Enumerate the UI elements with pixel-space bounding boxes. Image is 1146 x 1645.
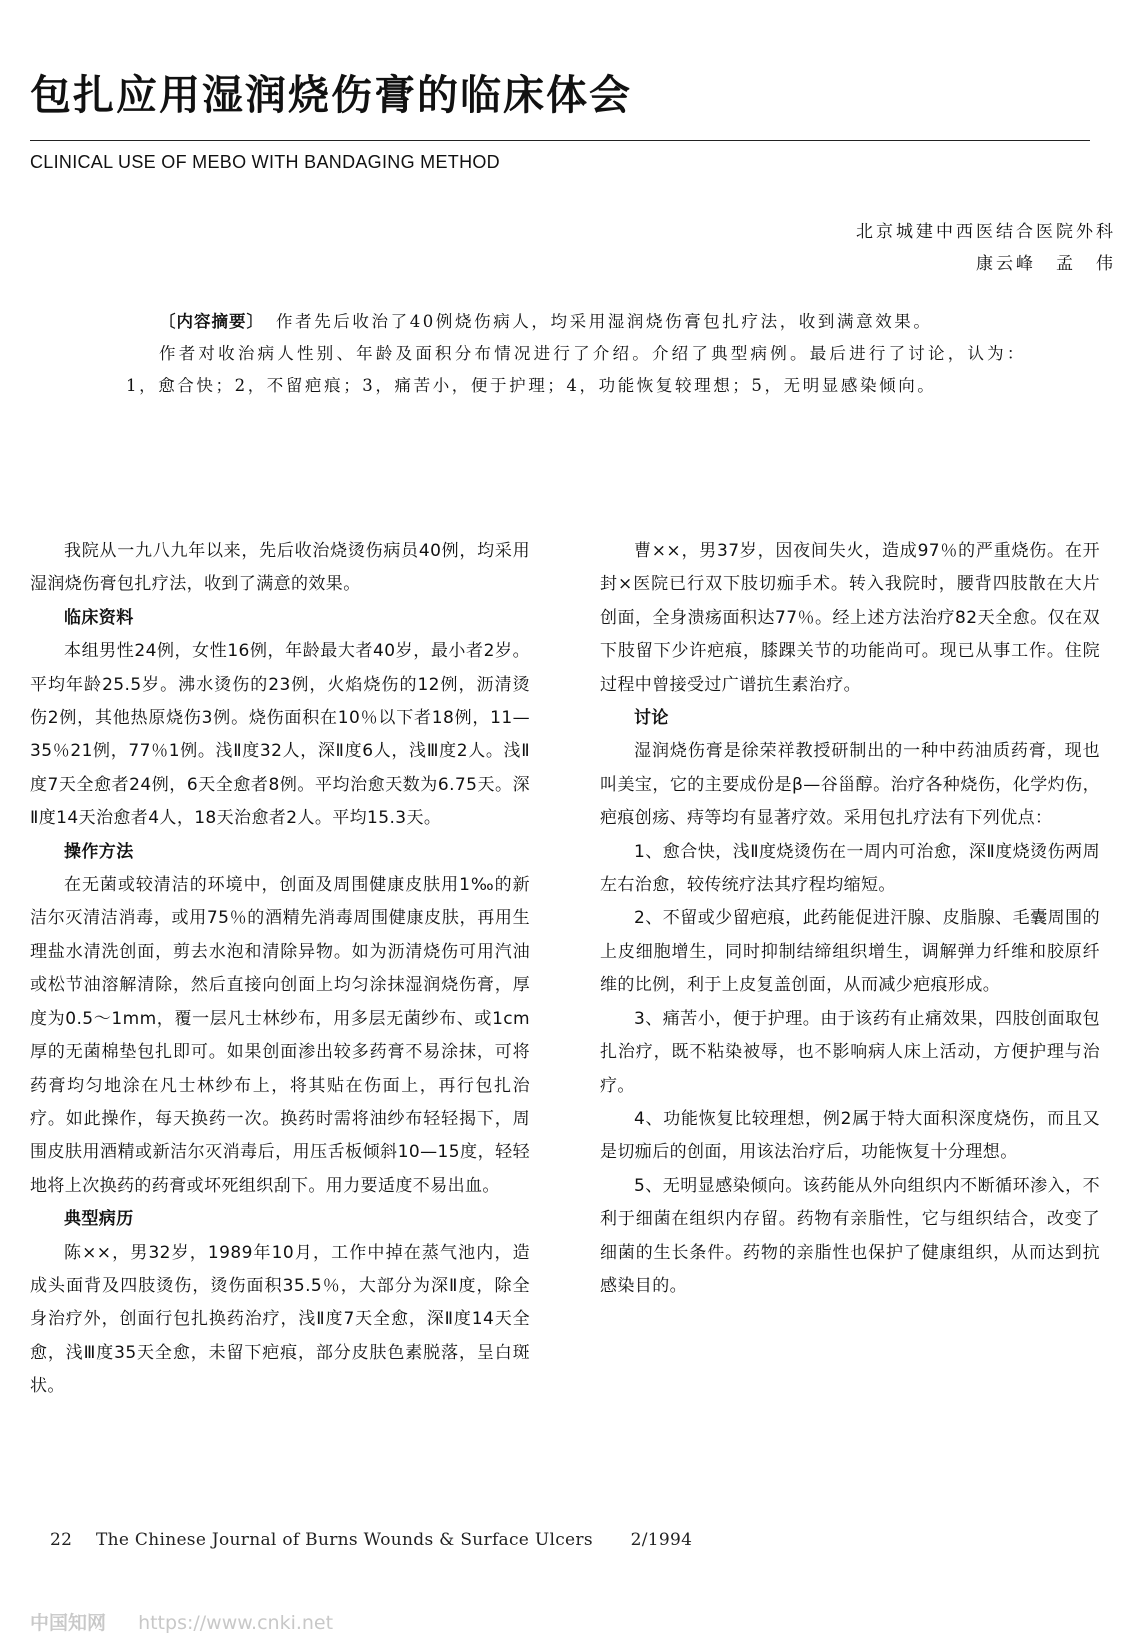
abstract-paragraph-1 [126, 306, 1026, 338]
heading-discussion: 讨论 [634, 708, 669, 729]
case-2-paragraph: 曹××，男37岁，因夜间失火，造成97％的严重烧伤。在开封×医院已行双下肢切痂手术。转入我院时，腰背四肢散在大片创面，全身溃疡面积达77％。经上述方法治疗82天全愈。仅在双下肢留下少许疤痕，膝踝关节的功能尚可。现已从事工作。住院过程中曾接受过广谱抗生素治疗。 [600, 541, 1100, 695]
intro-paragraph: 我院从一九八九年以来，先后收治烧烫伤病员40例，均采用湿润烧伤膏包扎疗法，收到了满意的效果。 [30, 541, 530, 595]
clinical-paragraph: 本组男性24例，女性16例，年龄最大者40岁，最小者2岁。平均年龄25.5岁。沸水烫伤的23例，火焰烧伤的12例，沥清烫伤2例，其他热原烧伤3例。烧伤面积在10％以下者18例，11—35％21例，77％1例。浅Ⅱ度32人，深Ⅱ度6人，浅Ⅲ度2人。浅Ⅱ度7天全愈者24例，6天全愈者8例。平均治愈天数为6.75天。深Ⅱ度14天治愈者4人，18天治愈者2人。平均15.3天。 [30, 641, 530, 829]
discussion-intro: 湿润烧伤膏是徐荣祥教授研制出的一种中药油质药膏，现也叫美宝，它的主要成份是β—谷甾醇。治疗各种烧伤，化学灼伤，疤痕创疡、痔等均有显著疗效。采用包扎疗法有下列优点： [600, 741, 1100, 829]
author-block [856, 216, 1116, 280]
method-paragraph: 在无菌或较清洁的环境中，创面及周围健康皮肤用1‰的新洁尔灭清洁消毒，或用75％的酒精先消毒周围健康皮肤，再用生理盐水清洗创面，剪去水泡和清除异物。如为沥清烧伤可用汽油或松节油溶解清除，然后直接向创面上均匀涂抹湿润烧伤膏，厚度为0.5～1mm，覆一层凡士林纱布，用多层无菌纱布、或1cm厚的无菌棉垫包扎即可。如果创面渗出较多药膏不易涂抹，可将药膏均匀地涂在凡士林纱布上，将其贴在伤面上，再行包扎治疗。如此操作，每天换药一次。换药时需将油纱布轻轻揭下，周围皮肤用酒精或新洁尔灭消毒后，用压舌板倾斜10—15度，轻轻地将上次换药的药膏或坏死组织刮下。用力要适度不易出血。 [30, 875, 530, 1196]
discussion-point-2: 2、不留或少留疤痕，此药能促进汗腺、皮脂腺、毛囊周围的上皮细胞增生，同时抑制结缔组织增生，调解弹力纤维和胶原纤维的比例，利于上皮复盖创面，从而减少疤痕形成。 [600, 908, 1100, 996]
discussion-point-1: 1、愈合快，浅Ⅱ度烧烫伤在一周内可治愈，深Ⅱ度烧烫伤两周左右治愈，较传统疗法其疗程均缩短。 [600, 841, 1100, 896]
body-column-left [30, 535, 530, 1404]
cnki-watermark [30, 1608, 333, 1635]
body-column-right [600, 535, 1100, 1303]
heading-clinical-data: 临床资料 [64, 607, 134, 628]
english-title: CLINICAL USE OF MEBO WITH BANDAGING METHOD [30, 152, 500, 172]
page-footer [50, 1530, 692, 1550]
journal-name: The Chinese Journal of Burns Wounds & Surface Ulcers [95, 1530, 593, 1550]
affiliation: 北京城建中西医结合医院外科 [856, 222, 1116, 242]
abstract-text-1: 作者先后收治了40例烧伤病人，均采用湿润烧伤膏包扎疗法，收到满意效果。 [276, 312, 933, 331]
discussion-point-4: 4、功能恢复比较理想，例2属于特大面积深度烧伤，而且又是切痂后的创面，用该法治疗后，功能恢复十分理想。 [600, 1108, 1100, 1163]
journal-issue: 2/1994 [630, 1530, 693, 1550]
discussion-point-3: 3、痛苦小，便于护理。由于该药有止痛效果，四肢创面取包扎治疗，既不粘染被辱，也不影响病人床上活动，方便护理与治疗。 [600, 1008, 1100, 1096]
page-number: 22 [50, 1530, 73, 1550]
heading-typical-cases: 典型病历 [64, 1209, 134, 1230]
case-1-paragraph: 陈××，男32岁，1989年10月，工作中掉在蒸气池内，造成头面背及四肢烫伤，烫伤面积35.5％，大部分为深Ⅱ度，除全身治疗外，创面行包扎换药治疗，浅Ⅱ度7天全愈，深Ⅱ度14天全愈，浅Ⅲ度35天全愈，未留下疤痕，部分皮肤色素脱落，呈白斑状。 [30, 1242, 530, 1397]
abstract-paragraph-2: 作者对收治病人性别、年龄及面积分布情况进行了介绍。介绍了典型病例。最后进行了讨论，认为：1，愈合快；2，不留疤痕；3，痛苦小，便于护理；4，功能恢复较理想；5，无明显感染倾向。 [126, 344, 1026, 395]
authors: 康云峰 孟 伟 [976, 254, 1116, 274]
cnki-url: https://www.cnki.net [138, 1612, 334, 1634]
title-rule [30, 140, 1090, 141]
abstract-label: 〔内容摘要〕 [159, 312, 264, 331]
discussion-point-5: 5、无明显感染倾向。该药能从外向组织内不断循环渗入，不利于细菌在组织内存留。药物有亲脂性，它与组织结合，改变了细菌的生长条件。药物的亲脂性也保护了健康组织，从而达到抗感染目的。 [600, 1175, 1100, 1296]
cnki-logo: 中国知网 [30, 1612, 107, 1634]
article-title: 包扎应用湿润烧伤膏的临床体会 [30, 71, 632, 119]
abstract [126, 306, 1026, 402]
heading-method: 操作方法 [64, 841, 134, 862]
